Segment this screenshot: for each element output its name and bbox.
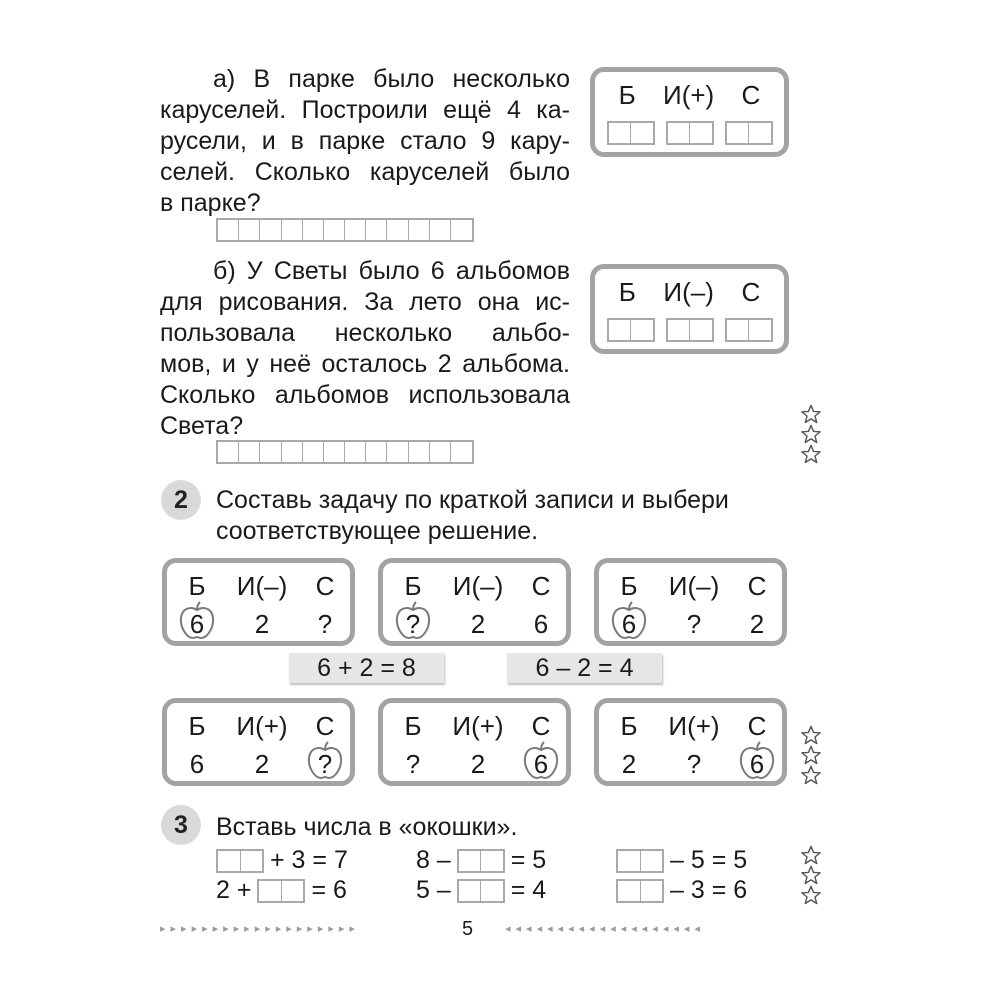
star-outline-icon [800,725,824,745]
card-value: ? [686,609,702,639]
card-value: ? [317,749,333,779]
text-line: а) В парке было несколько [213,65,570,93]
label-b: Б [618,80,636,110]
task-number-3: 3 [161,805,201,845]
apple-outline-icon [522,741,560,781]
difficulty-stars-1 [800,404,824,464]
difficulty-stars-3 [800,845,824,905]
answer-cell-s[interactable] [725,318,773,342]
answer-cell-b[interactable] [607,121,655,145]
apple-outline-icon [394,601,432,641]
equation-6 [616,876,747,905]
text-line: Сколько альбомов использовала [160,381,570,409]
answer-window[interactable] [257,879,305,903]
star-outline-icon [800,885,824,905]
equation-1 [216,846,348,875]
short-record-card[interactable] [594,558,787,646]
label-b: Б [618,277,636,307]
equation-tag-difference[interactable]: 6 – 2 = 4 [507,653,662,683]
decorative-arrows-right-icon: ◂◂◂◂◂◂◂◂◂◂◂◂◂◂◂◂◂◂◂ [505,923,705,935]
answer-window[interactable] [457,849,505,873]
text-line: Составь задачу по краткой записи и выбери [216,486,729,514]
card-header-label: С [531,711,551,741]
equation-text: = 4 [510,876,547,904]
equation-tag-sum[interactable]: 6 + 2 = 8 [289,653,444,683]
card-value: 2 [621,749,637,779]
answer-window[interactable] [216,849,264,873]
answer-strip-1b[interactable] [216,440,474,464]
equation-text: – 3 = 6 [670,876,748,904]
label-i: И(+) [663,80,715,110]
card-value: 2 [749,609,765,639]
text-line: русели, и в парке стало 9 кару- [160,127,570,155]
card-value: ? [317,609,333,639]
star-outline-icon [800,404,824,424]
star-outline-icon [800,745,824,765]
task-3-title: Вставь числа в «окошки». [216,813,518,841]
label-i: И(–) [663,277,714,307]
apple-outline-icon [738,741,776,781]
task-1b-text [160,256,570,442]
apple-outline-icon [306,741,344,781]
difficulty-stars-2 [800,725,824,785]
equation-text: = 6 [311,876,347,904]
text-line: мов, и у неё осталось 2 альбома. [160,350,570,378]
answer-window[interactable] [457,879,505,903]
equation-5 [416,876,546,905]
short-record-box-1a [590,67,789,157]
equation-text: 8 – [416,846,451,874]
short-record-card[interactable] [378,558,571,646]
card-value: 6 [189,749,205,779]
card-value: 6 [621,609,637,639]
short-record-card[interactable] [162,698,355,786]
card-header-label: И(+) [668,711,720,741]
answer-window[interactable] [616,849,664,873]
card-header-label: Б [188,571,206,601]
card-value: 6 [533,609,549,639]
card-header-label: И(+) [452,711,504,741]
short-record-card[interactable] [162,558,355,646]
answer-cell-b[interactable] [607,318,655,342]
text-line: селей. Сколько каруселей было [160,158,570,186]
card-header-label: С [747,571,767,601]
star-outline-icon [800,424,824,444]
star-outline-icon [800,865,824,885]
task-1a-text [160,64,570,219]
apple-outline-icon [610,601,648,641]
card-header-label: С [531,571,551,601]
card-value: 6 [189,609,205,639]
answer-cell-s[interactable] [725,121,773,145]
card-header-label: Б [404,711,422,741]
card-value: ? [405,609,421,639]
star-outline-icon [800,845,824,865]
short-record-card[interactable] [378,698,571,786]
card-header-label: И(–) [236,571,288,601]
text-line: каруселей. Построили ещё 4 ка- [160,96,570,124]
star-outline-icon [800,444,824,464]
short-record-card[interactable] [594,698,787,786]
card-value: ? [405,749,421,779]
text-line: в парке? [160,189,261,217]
equation-2 [416,846,546,875]
answer-window[interactable] [616,879,664,903]
card-value: 2 [470,749,486,779]
card-header-label: Б [620,571,638,601]
equation-text: + 3 = 7 [270,846,348,874]
page-number: 5 [462,918,474,940]
text-line: соответствующее решение. [216,517,539,545]
equation-text: 2 + [216,876,252,904]
equation-3 [616,846,747,875]
card-value: ? [686,749,702,779]
card-value: 2 [254,609,270,639]
equation-4 [216,876,347,905]
card-header-label: С [315,571,335,601]
task-number-2: 2 [161,480,201,520]
card-header-label: И(+) [236,711,288,741]
card-header-label: С [747,711,767,741]
text-line: для рисования. За лето она ис- [160,288,570,316]
decorative-arrows-left-icon: ▸▸▸▸▸▸▸▸▸▸▸▸▸▸▸▸▸▸▸ [160,923,360,935]
card-value: 2 [470,609,486,639]
card-value: 6 [749,749,765,779]
text-line: пользовала несколько альбо- [160,319,570,347]
equation-text: 5 – [416,876,451,904]
answer-cell-i[interactable] [666,121,714,145]
label-s: С [741,277,761,307]
task-2-text [216,485,796,547]
equation-text: – 5 = 5 [670,846,748,874]
equation-text: = 5 [510,846,547,874]
card-header-label: Б [188,711,206,741]
card-header-label: С [315,711,335,741]
card-header-label: Б [404,571,422,601]
text-line: б) У Светы было 6 альбомов [213,257,570,285]
label-s: С [741,80,761,110]
card-value: 2 [254,749,270,779]
card-header-label: Б [620,711,638,741]
text-line: Света? [160,412,244,440]
short-record-box-1b [590,264,789,354]
page-footer [160,918,790,938]
card-value: 6 [533,749,549,779]
card-header-label: И(–) [668,571,720,601]
card-header-label: И(–) [452,571,504,601]
apple-outline-icon [178,601,216,641]
answer-strip-1a[interactable] [216,218,474,242]
star-outline-icon [800,765,824,785]
answer-cell-i[interactable] [666,318,714,342]
